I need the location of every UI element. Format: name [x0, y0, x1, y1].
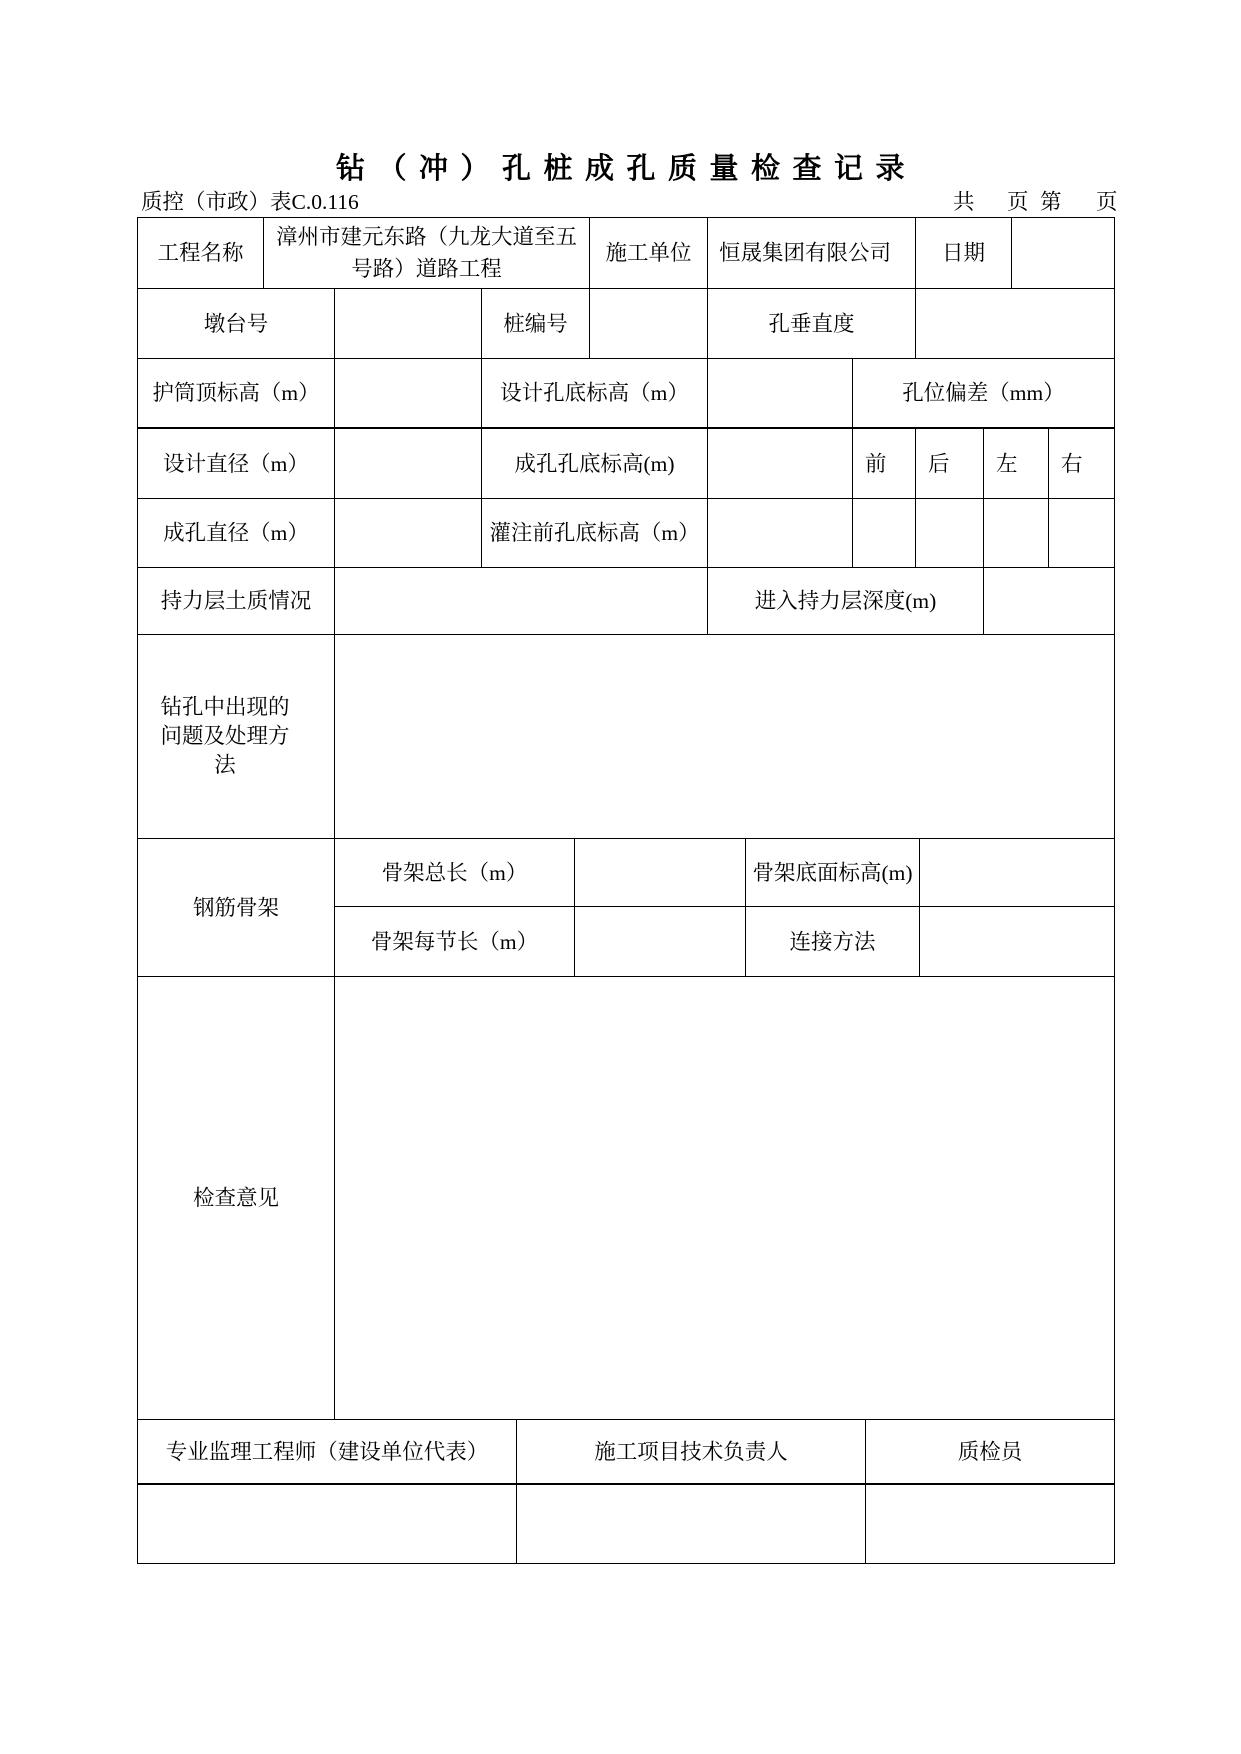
- cage-bottom-elevation-value-cell: [920, 839, 1115, 907]
- reinforcement-cage-label: 钢筋骨架: [192, 895, 279, 920]
- cage-segment-length-label: 骨架每节长（m）: [370, 929, 539, 954]
- pre-pour-bottom-elevation-value-cell: [708, 499, 853, 568]
- connection-method-label: 连接方法: [789, 929, 876, 954]
- design-bottom-elevation-label-cell: [482, 359, 708, 429]
- contractor-label: 施工单位: [605, 241, 692, 265]
- connection-method-value-cell: [920, 907, 1115, 977]
- deviation-right-label: 右: [1061, 451, 1083, 476]
- drilling-issues-label: 钻孔中出现的问题及处理方法: [160, 695, 290, 777]
- soil-condition-label-cell: [138, 568, 335, 635]
- hole-diameter-value-cell: [335, 499, 482, 568]
- page-total-suffix: 页: [1007, 190, 1029, 214]
- supervisor-label: 专业监理工程师（建设单位代表）: [165, 1439, 489, 1464]
- hole-diameter-label: 成孔直径（m）: [163, 521, 309, 545]
- deviation-right-value-cell: [1049, 499, 1115, 568]
- drilling-issues-value-cell: [335, 635, 1115, 839]
- soil-condition-label: 持力层土质情况: [160, 589, 312, 613]
- deviation-back-value-cell: [916, 499, 984, 568]
- contractor-label-cell: [590, 218, 708, 289]
- deviation-left-label-cell: [984, 429, 1049, 499]
- hole-bottom-elevation-label-cell: [482, 429, 708, 499]
- verticality-label-cell: [708, 289, 916, 359]
- penetration-depth-value-cell: [984, 568, 1115, 635]
- cage-bottom-elevation-label-cell: [746, 839, 920, 907]
- supervisor-label-cell: [138, 1420, 517, 1485]
- inspection-opinion-label: 检查意见: [192, 1186, 279, 1210]
- form-code: 质控（市政）表C.0.116: [141, 190, 359, 214]
- project-name-value: 漳州市建元东路（九龙大道至五号路）道路工程: [275, 225, 577, 281]
- technical-lead-label: 施工项目技术负责人: [594, 1439, 788, 1464]
- cage-total-length-value-cell: [575, 839, 746, 907]
- hole-deviation-label: 孔位偏差（mm）: [902, 381, 1065, 405]
- penetration-depth-label: 进入持力层深度(m): [754, 589, 937, 613]
- pile-no-value-cell: [590, 289, 708, 359]
- pier-no-value-cell: [335, 289, 482, 359]
- cage-bottom-elevation-label: 骨架底面标高(m): [752, 860, 913, 885]
- quality-inspector-signature-cell: [866, 1485, 1115, 1564]
- page-current-prefix: 第: [1040, 190, 1062, 214]
- casing-top-elevation-value-cell: [335, 359, 482, 429]
- inspection-opinion-label-cell: [138, 977, 335, 1420]
- design-bottom-elevation-label: 设计孔底标高（m）: [500, 381, 689, 405]
- verticality-value-cell: [916, 289, 1115, 359]
- hole-diameter-label-cell: [138, 499, 335, 568]
- casing-top-elevation-label: 护筒顶标高（m）: [152, 381, 320, 405]
- pre-pour-bottom-elevation-label-cell: [482, 499, 708, 568]
- deviation-right-label-cell: [1049, 429, 1115, 499]
- technical-lead-label-cell: [517, 1420, 866, 1485]
- verticality-label: 孔垂直度: [768, 311, 855, 336]
- supervisor-signature-cell: [138, 1485, 517, 1564]
- deviation-left-value-cell: [984, 499, 1049, 568]
- quality-inspector-label-cell: [866, 1420, 1115, 1485]
- date-label-cell: [916, 218, 1012, 289]
- document-title: 钻（冲）孔桩成孔质量检查记录: [336, 153, 918, 185]
- cage-segment-length-label-cell: [335, 907, 575, 977]
- casing-top-elevation-label-cell: [138, 359, 335, 429]
- quality-inspector-label: 质检员: [957, 1439, 1023, 1464]
- page-current-suffix: 页: [1096, 190, 1118, 214]
- deviation-back-label-cell: [916, 429, 984, 499]
- connection-method-label-cell: [746, 907, 920, 977]
- contractor-value: 恒晟集团有限公司: [719, 241, 892, 265]
- design-diameter-label: 设计直径（m）: [163, 451, 309, 476]
- inspection-opinion-value-cell: [335, 977, 1115, 1420]
- deviation-back-label: 后: [928, 451, 950, 476]
- hole-deviation-label-cell: [853, 359, 1115, 429]
- cage-total-length-label-cell: [335, 839, 575, 907]
- design-bottom-elevation-value-cell: [708, 359, 853, 429]
- pier-no-label: 墩台号: [203, 311, 269, 336]
- pre-pour-bottom-elevation-label: 灌注前孔底标高（m）: [489, 521, 700, 545]
- cage-total-length-label: 骨架总长（m）: [381, 860, 528, 885]
- cage-segment-length-value-cell: [575, 907, 746, 977]
- soil-condition-value-cell: [335, 568, 708, 635]
- project-name-label: 工程名称: [157, 241, 244, 265]
- pile-no-label: 桩编号: [503, 311, 568, 336]
- design-diameter-value-cell: [335, 429, 482, 499]
- deviation-front-label: 前: [865, 451, 887, 476]
- hole-bottom-elevation-label: 成孔孔底标高(m): [514, 451, 675, 476]
- technical-lead-signature-cell: [517, 1485, 866, 1564]
- pile-no-label-cell: [482, 289, 590, 359]
- date-label: 日期: [941, 241, 985, 265]
- project-name-label-cell: [138, 218, 264, 289]
- deviation-left-label: 左: [996, 451, 1018, 476]
- inspection-record-table: [137, 217, 1115, 1564]
- hole-bottom-elevation-value-cell: [708, 429, 853, 499]
- penetration-depth-label-cell: [708, 568, 984, 635]
- design-diameter-label-cell: [138, 429, 335, 499]
- page-total-prefix: 共: [953, 190, 975, 214]
- deviation-front-value-cell: [853, 499, 916, 568]
- contractor-value-cell: [708, 218, 916, 289]
- deviation-front-label-cell: [853, 429, 916, 499]
- reinforcement-cage-label-cell: [138, 839, 335, 977]
- project-name-value-cell: [264, 218, 590, 289]
- pier-no-label-cell: [138, 289, 335, 359]
- date-value-cell: [1012, 218, 1115, 289]
- drilling-issues-label-cell: [138, 635, 335, 839]
